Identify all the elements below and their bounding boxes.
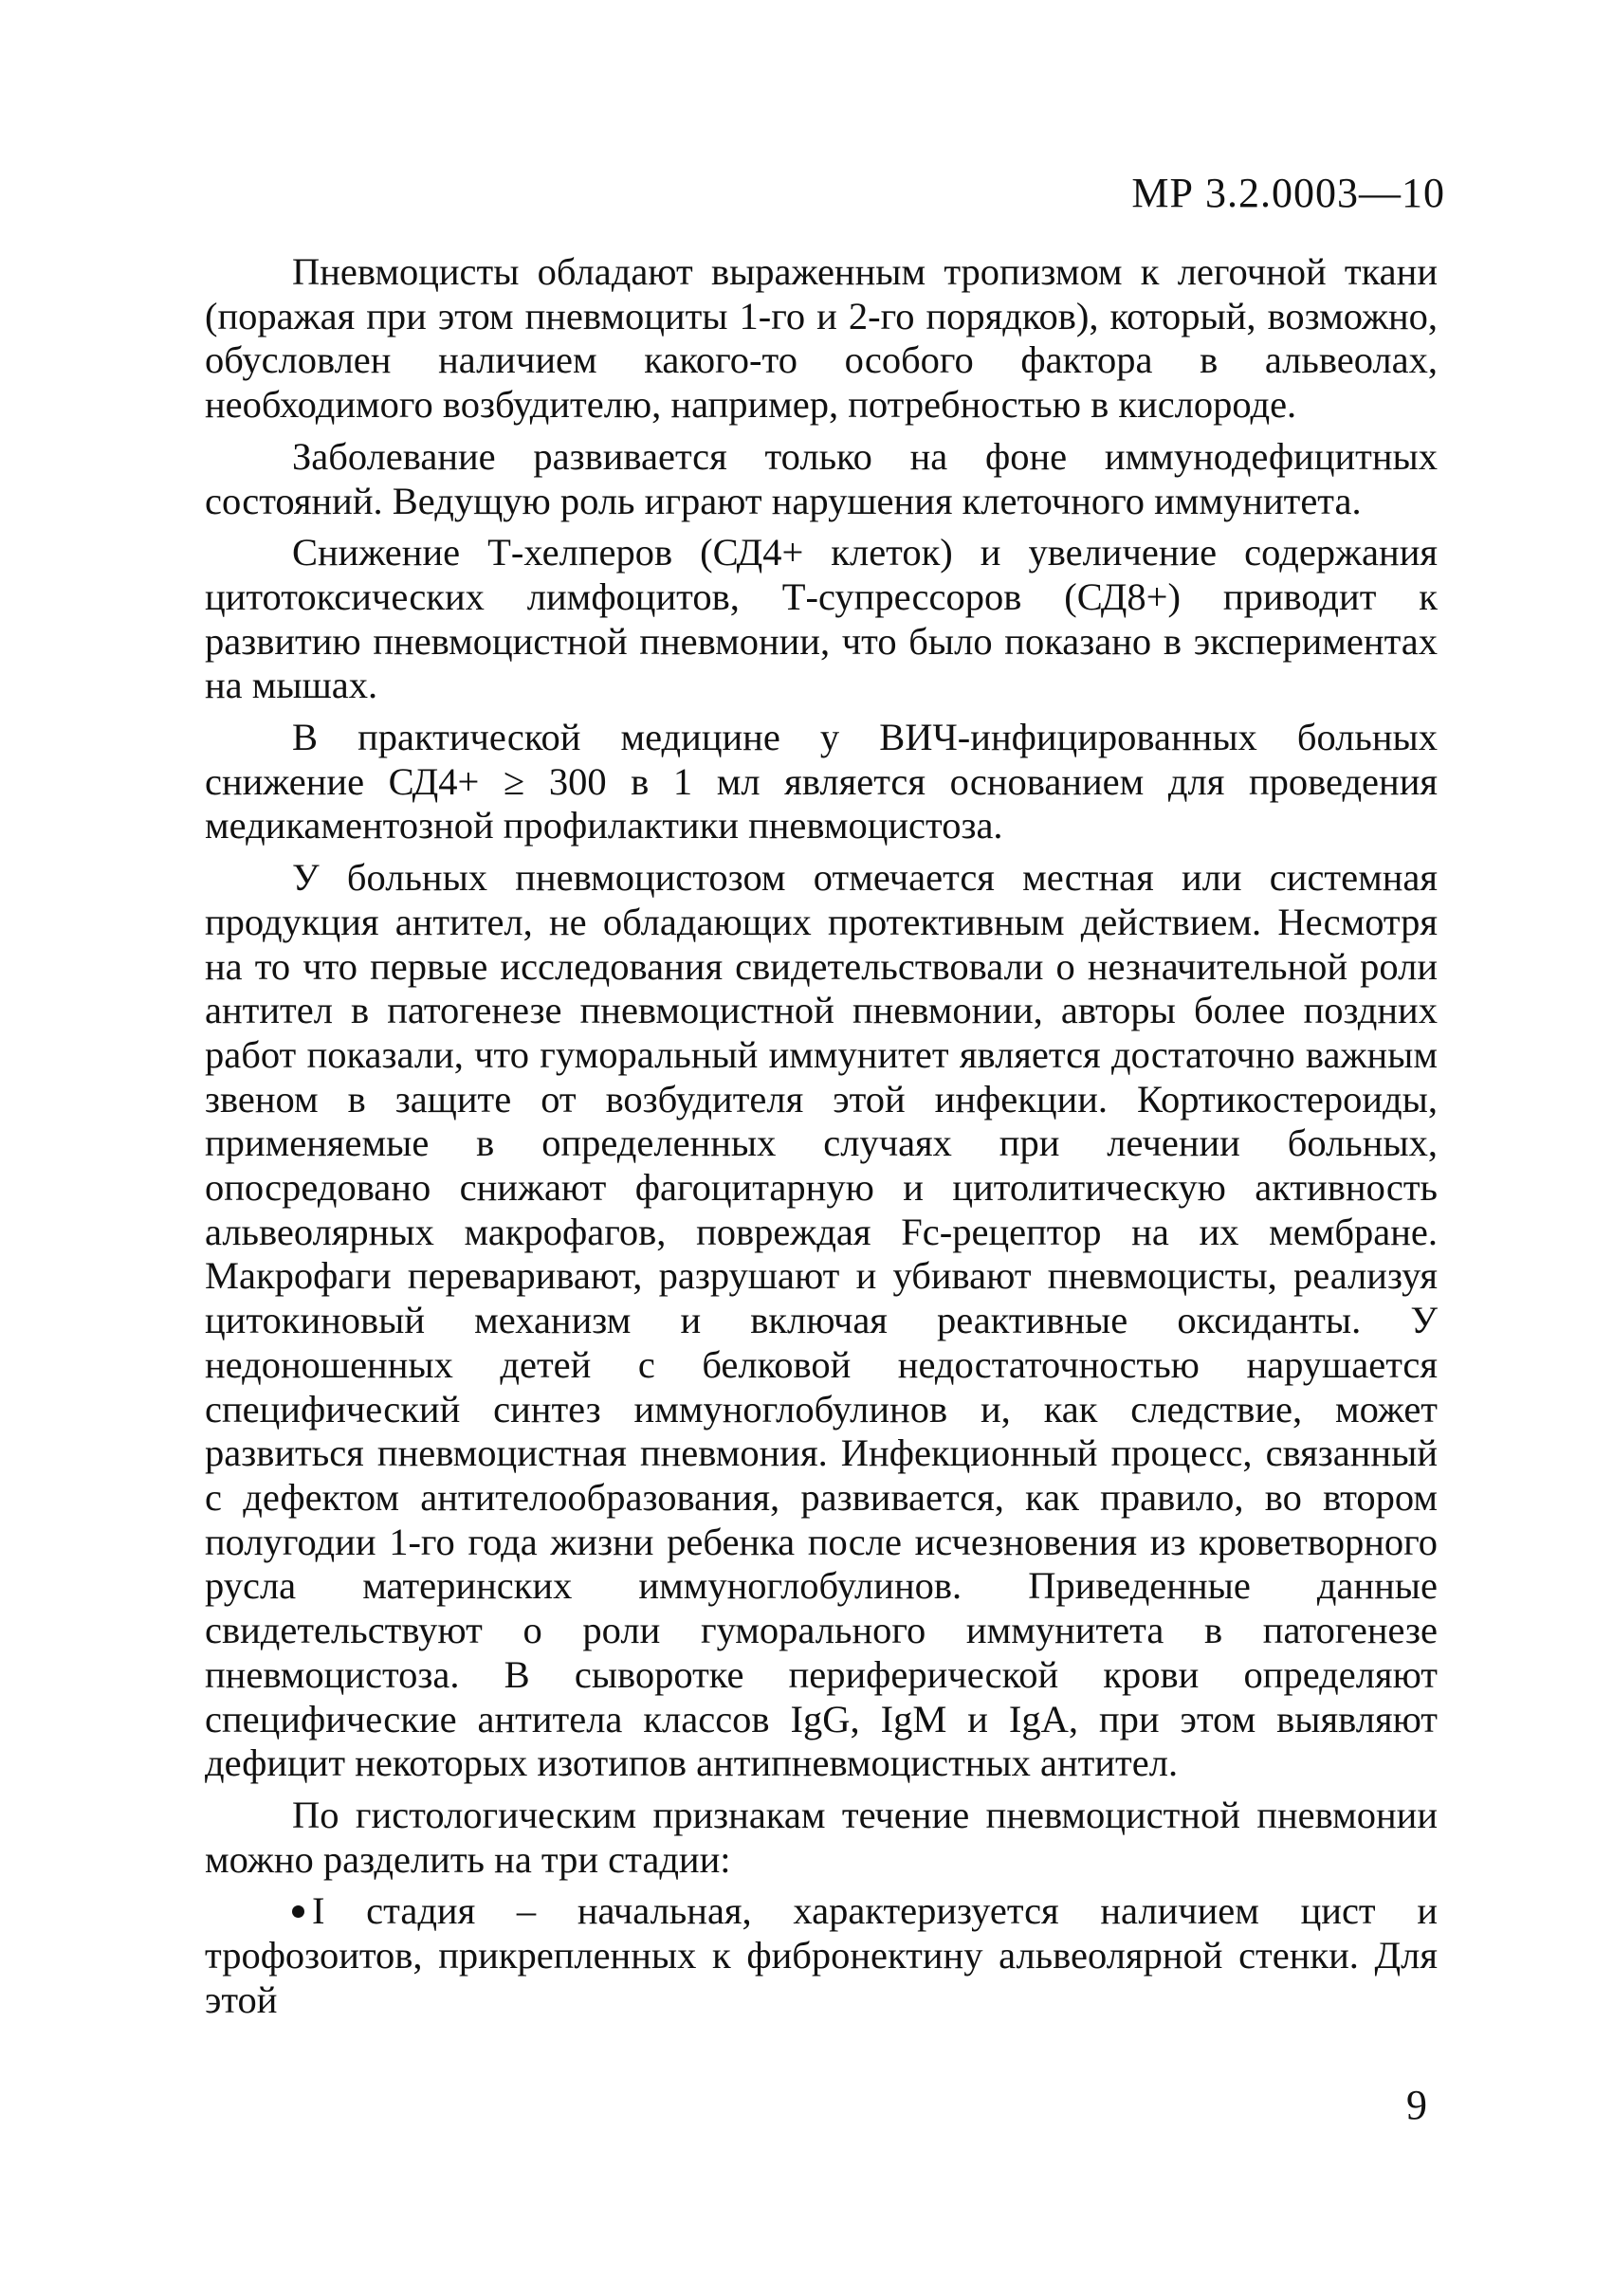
paragraph: По гистологическим признакам течение пневмоцистной пневмонии можно разделить на три стадии:: [205, 1793, 1438, 1881]
body-text: [205, 250, 1438, 2022]
page-number: 9: [1406, 2082, 1427, 2128]
bullet-item-text: I стадия – начальная, характеризуется наличием цист и трофозоитов, прикрепленных к фибронектину альвеолярной стенки. Для этой: [205, 1889, 1438, 2021]
paragraph: Заболевание развивается только на фоне иммунодефицитных состояний. Ведущую роль играют нарушения клеточного иммунитета.: [205, 434, 1438, 522]
paragraph: Пневмоцисты обладают выраженным тропизмом к легочной ткани (поражая при этом пневмоциты 1-го и 2-го порядков), который, возможно, обусловлен наличием какого-то особого фактора в альвеолах, необходимого возбудителю, например, потребностью в кислороде.: [205, 250, 1438, 427]
paragraph: Снижение Т-хелперов (СД4+ клеток) и увеличение содержания цитотоксических лимфоцитов, Т-супрессоров (СД8+) приводит к развитию пневмоцистной пневмонии, что было показано в экспериментах на мышах.: [205, 531, 1438, 707]
paragraph: В практической медицине у ВИЧ-инфицированных больных снижение СД4+ ≥ 300 в 1 мл является основанием для проведения медикаментозной профилактики пневмоцистоза.: [205, 716, 1438, 847]
paragraph: У больных пневмоцистозом отмечается местная или системная продукция антител, не обладающих протективным действием. Несмотря на то что первые исследования свидетельствовали о незначительной роли антител в патогенезе пневмоцистной пневмонии, авторы более поздних работ показали, что гуморальный иммунитет является достаточно важным звеном в защите от возбудителя этой инфекции. Кортикостероиды, применяемые в определенных случаях при лечении больных, опосредовано снижают фагоцитарную и цитолитическую активность альвеолярных макрофагов, повреждая Fc-рецептор на их мембране. Макрофаги переваривают, разрушают и убивают пневмоцисты, реализуя цитокиновый механизм и включая реактивные оксиданты. У недоношенных детей с белковой недостаточностью нарушается специфический синтез иммуноглобулинов и, как следствие, может развиться пневмоцистная пневмония. Инфекционный процесс, связанный с дефектом антителообразования, развивается, как правило, во втором полугодии 1-го года жизни ребенка после исчезновения из кроветворного русла материнских иммуноглобулинов. Приведенные данные свидетельствуют о роли гуморального иммунитета в патогенезе пневмоцистоза. В сыворотке периферической крови определяют специфические антитела классов IgG, IgM и IgA, при этом выявляют дефицит некоторых изотипов антипневмоцистных антител.: [205, 856, 1438, 1785]
document-code: МР 3.2.0003—10: [1131, 170, 1445, 216]
bullet-icon: [292, 1905, 304, 1918]
bullet-item: [205, 1889, 1438, 2022]
